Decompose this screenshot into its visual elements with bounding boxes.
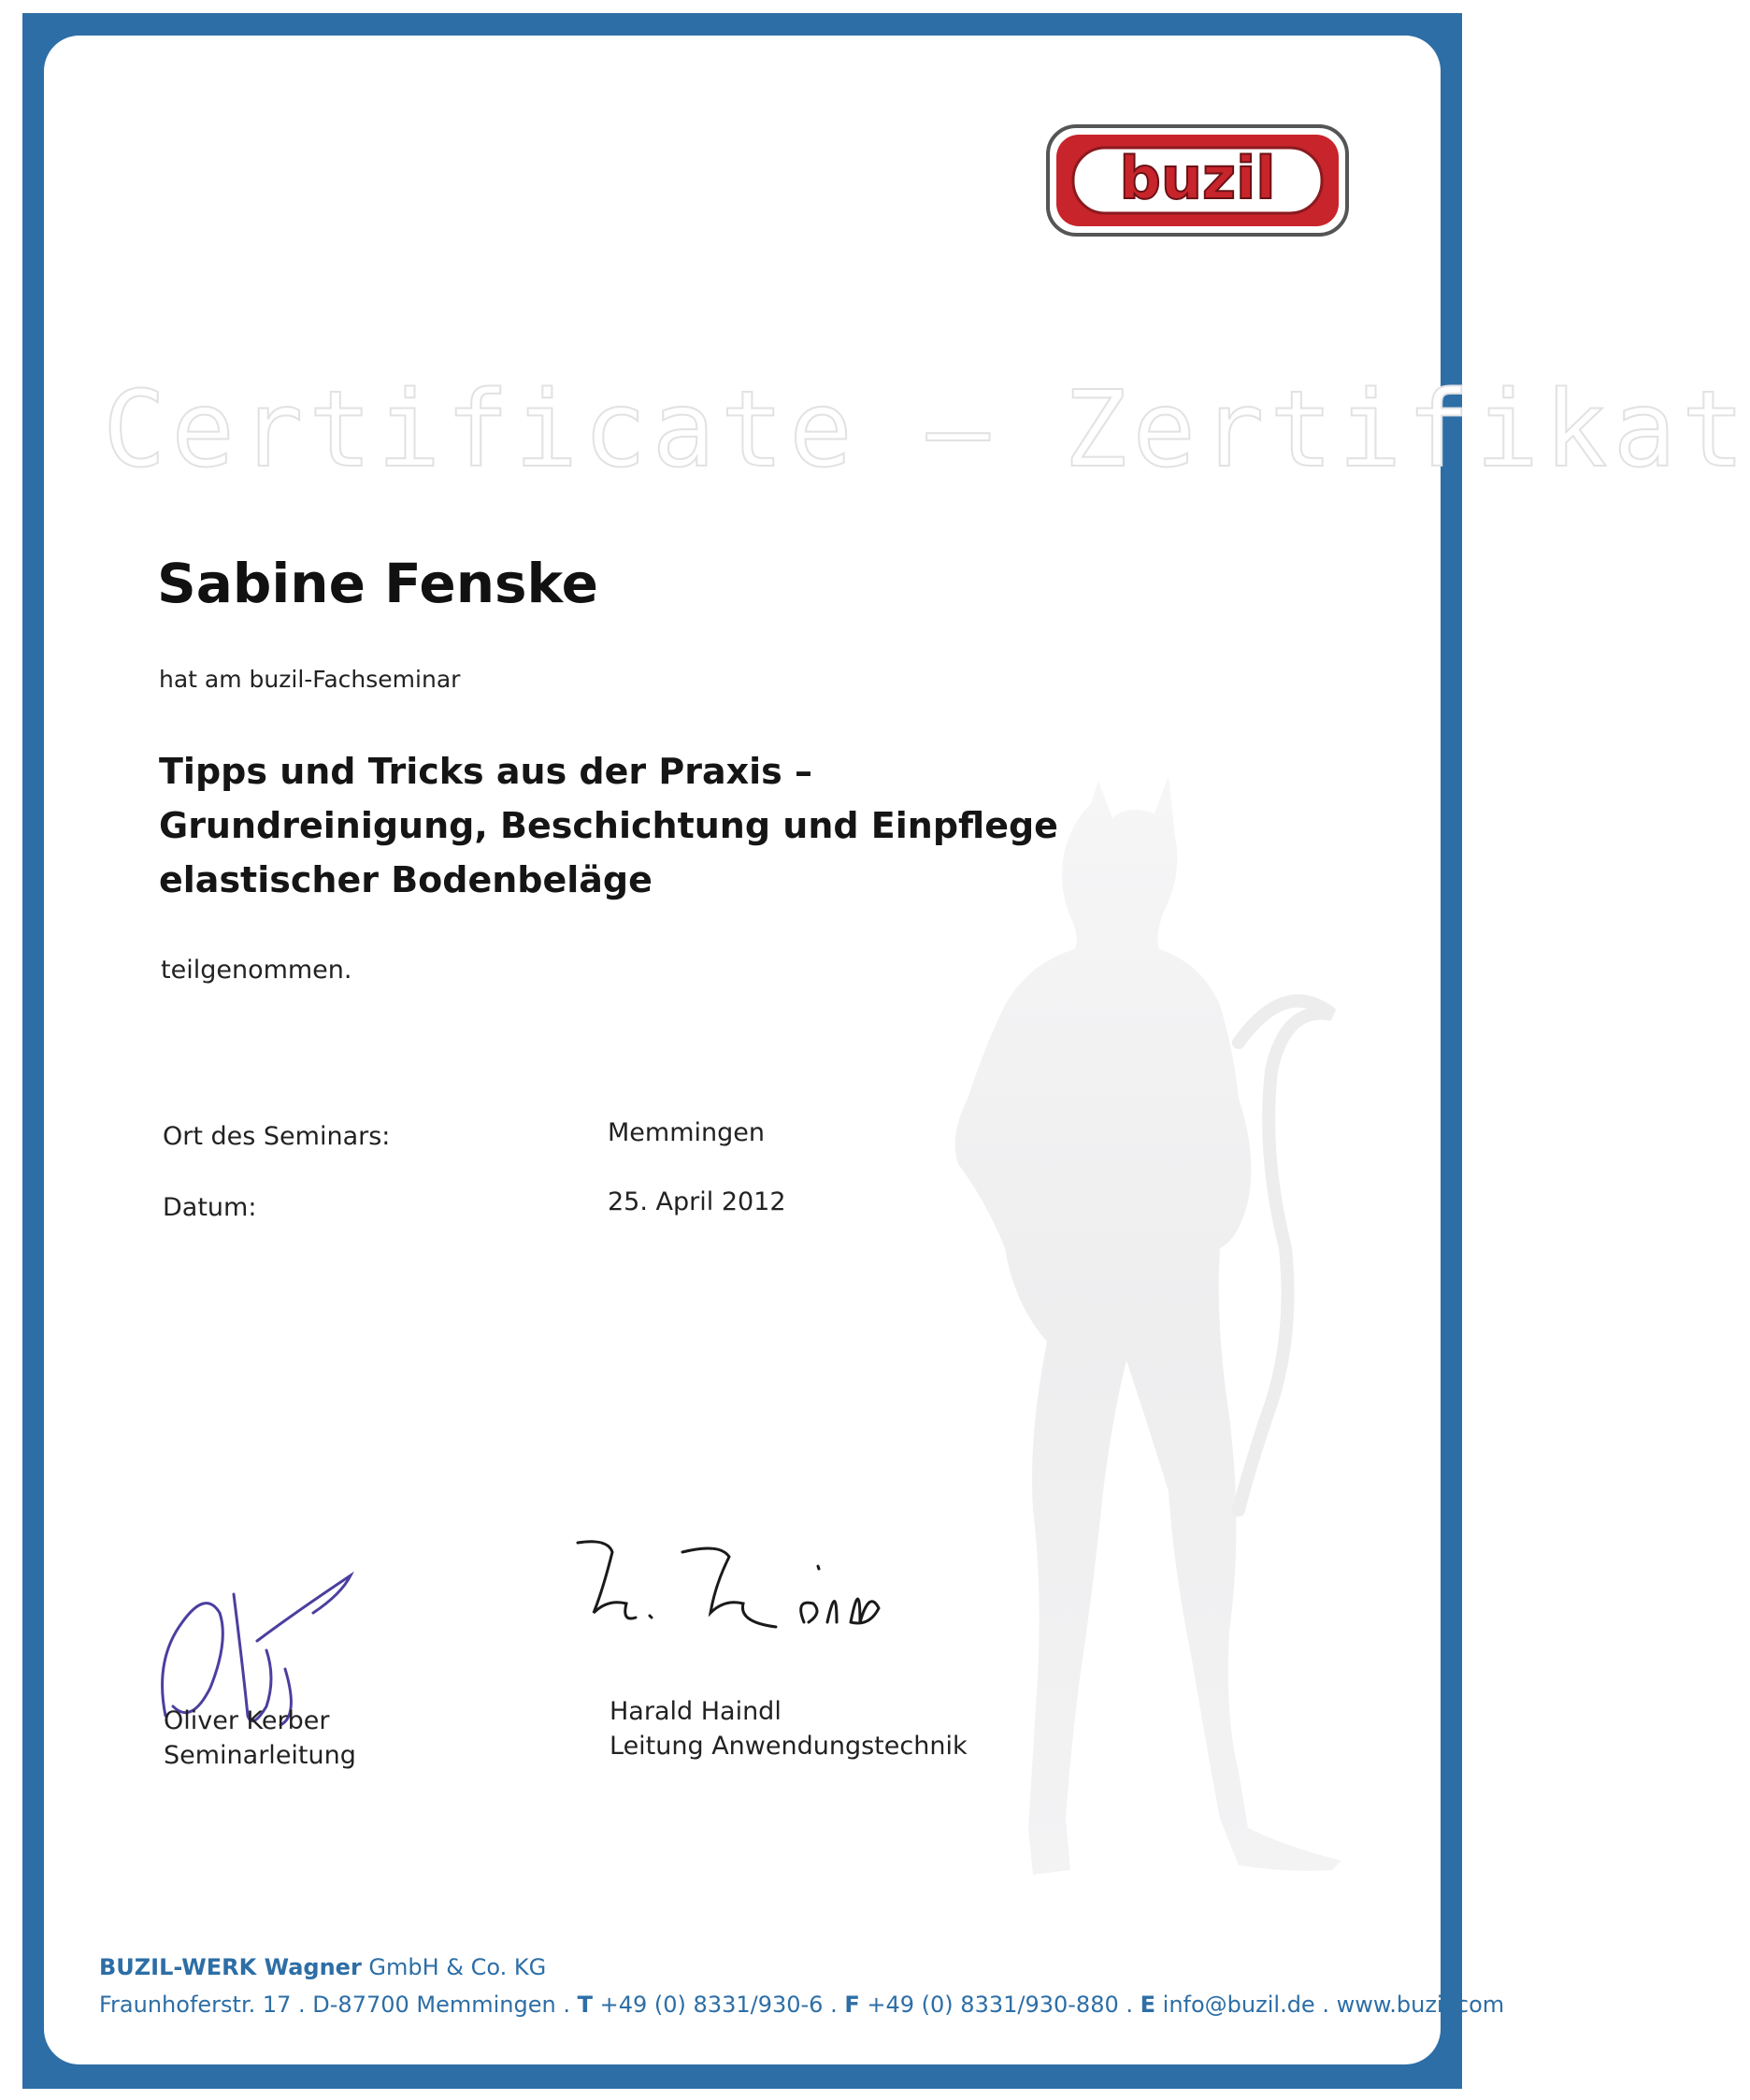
certificate-watermark-title: Certificate – Zertifikat — [103, 369, 1750, 491]
closing-text: teilgenommen. — [161, 956, 352, 985]
course-title-line: elastischer Bodenbeläge — [159, 859, 653, 900]
email-label: E — [1140, 1992, 1156, 2018]
company-legal-form: GmbH & Co. KG — [368, 1954, 547, 1980]
footer-company — [99, 1954, 546, 1980]
signatory-right — [610, 1694, 968, 1763]
company-address: Fraunhoferstr. 17 . D-87700 Memmingen . — [99, 1992, 578, 2018]
location-value: Memmingen — [608, 1118, 765, 1147]
signatory-name: Harald Haindl — [610, 1697, 782, 1726]
signatory-role: Leitung Anwendungstechnik — [610, 1732, 968, 1761]
location-label: Ort des Seminars: — [163, 1122, 391, 1151]
footer-contact — [99, 1992, 1504, 2018]
participant-name: Sabine Fenske — [157, 552, 598, 615]
course-title — [159, 744, 1094, 907]
course-title-line: Grundreinigung, Beschichtung und Einpflege — [159, 805, 1058, 846]
company-name: BUZIL-WERK Wagner — [99, 1954, 362, 1980]
course-title-line: Tipps und Tricks aus der Praxis – — [159, 751, 812, 792]
date-label: Datum: — [163, 1193, 257, 1222]
svg-text:buzil: buzil — [1119, 144, 1276, 212]
phone-label: T — [577, 1992, 593, 2018]
email-and-website: info@buzil.de . www.buzil.com — [1162, 1992, 1505, 2018]
fax-label: F — [844, 1992, 860, 2018]
signatory-left — [164, 1704, 356, 1773]
intro-text: hat am buzil-Fachseminar — [159, 666, 461, 693]
fax-number: +49 (0) 8331/930-880 . — [867, 1992, 1140, 2018]
signatory-role: Seminarleitung — [164, 1741, 356, 1770]
date-value: 25. April 2012 — [608, 1187, 786, 1216]
phone-number: +49 (0) 8331/930-6 . — [599, 1992, 845, 2018]
signatory-name: Oliver Kerber — [164, 1706, 330, 1735]
buzil-logo — [1045, 123, 1350, 237]
signature-harald-haindl — [570, 1533, 888, 1655]
